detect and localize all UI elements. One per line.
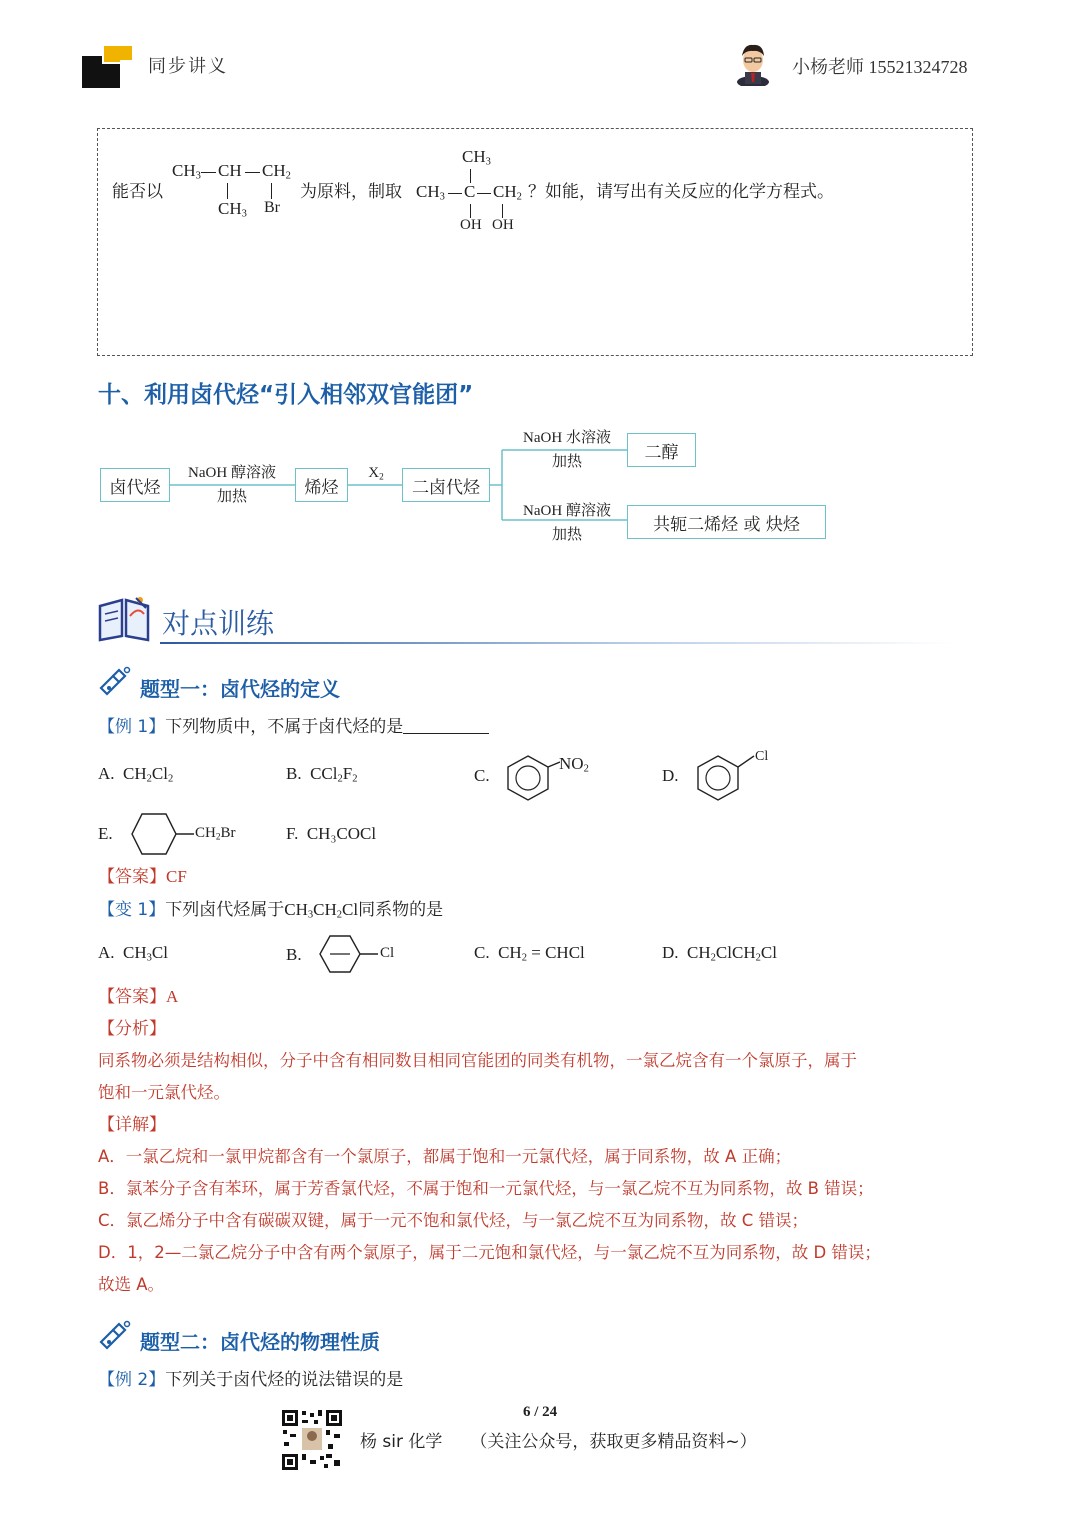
type2-title: 题型二：卤代烃的物理性质: [140, 1330, 380, 1354]
question-middle: 为原料，制取: [300, 182, 402, 202]
nitrobenzene-structure: [504, 752, 560, 804]
practice-divider: [160, 642, 952, 644]
section10-title: 十、利用卤代烃“引入相邻双官能团”: [98, 382, 474, 408]
header-contact: 小杨老师 15521324728: [792, 57, 968, 77]
header-title: 同步讲义: [148, 56, 228, 77]
variant1-question: 【变 1】下列卤代烃属于$CH_3CH_2Cl$同系物的是: [98, 900, 444, 921]
variant1-detail-b: B．氯苯分子含有苯环，属于芳香氯代烃，不属于饱和一元氯代烃，与一氯乙烷不互为同系物，故 B 错误；: [98, 1179, 874, 1198]
flask-icon: [97, 666, 137, 702]
page-number: 6 / 24: [523, 1404, 558, 1420]
type1-title: 题型一：卤代烃的定义: [140, 677, 340, 701]
example1-option-e-letter: E.: [98, 824, 113, 843]
cyclohexane-structure: [130, 812, 196, 856]
variant1-option-a: A. $CH_3Cl$: [98, 943, 168, 964]
qr-code-icon: [280, 1408, 344, 1472]
flow-diagram: [100, 424, 840, 554]
teacher-avatar-icon: [732, 40, 774, 86]
flow-condition-x2: $X_2$: [368, 465, 384, 483]
variant1-option-d: D. $CH_2ClCH_2Cl$: [662, 943, 777, 964]
flow-condition-1: NaOH 醇溶液 加热: [188, 465, 276, 505]
variant1-detail-c: C．氯乙烯分子中含有碳碳双键，属于一元不饱和氯代烃，与一氯乙烷不互为同系物，故 C 错误；: [98, 1211, 809, 1230]
variant1-option-b-letter: B.: [286, 945, 302, 964]
chlorobenzene-structure-b: [318, 934, 380, 976]
chloro-group-label: Cl: [755, 749, 769, 764]
example1-option-f: F. CH₃COCl: [286, 824, 377, 843]
example1-answer: 【答案】CF: [98, 867, 187, 887]
variant1-conclusion: 故选 A。: [98, 1275, 165, 1294]
variant1-analysis-line-2: 饱和一元氯代烃。: [98, 1083, 230, 1102]
example1-option-d-letter: D.: [662, 766, 679, 785]
example1-question: 【例 1】下列物质中，不属于卤代烃的是: [98, 714, 489, 740]
footer-note: （关注公众号，获取更多精品资料~）: [470, 1432, 757, 1452]
variant1-detail-d: D．1，2—二氯乙烷分子中含有两个氯原子，属于二元饱和氯代烃，与一氯乙烷不互为同系物，故 D 错误；: [98, 1243, 881, 1262]
variant1-detail-a: A．一氯乙烷和一氯甲烷都含有一个氯原子，都属于饱和一元氯代烃，属于同系物，故 A 正确；: [98, 1147, 792, 1166]
flow-box-diene-alkyne: 共轭二烯烃 或 炔烃: [627, 505, 826, 539]
variant1-answer: 【答案】A: [98, 987, 179, 1007]
footer-text: [360, 1427, 757, 1452]
answer-blank[interactable]: [403, 715, 489, 734]
variant1-detail-tag: 【详解】: [98, 1115, 166, 1135]
variant1-chloro-label: Cl: [380, 945, 395, 961]
book-icon: [96, 594, 152, 642]
flow-box-diol: 二醇: [627, 433, 696, 467]
question-prefix: 能否以: [112, 182, 163, 202]
bromomethyl-group-label: $CH_2Br$: [195, 825, 236, 843]
variant1-analysis-line-1: 同系物必须是结构相似，分子中含有相同数目相同官能团的同类有机物，一氯乙烷含有一个氯原子，属于: [98, 1051, 857, 1070]
footer-brand: 杨 sir 化学: [360, 1432, 443, 1452]
example1-option-b: B. $CCl_2F_2$: [286, 764, 358, 785]
header: [0, 0, 1080, 110]
variant1-analysis-tag: 【分析】: [98, 1019, 166, 1039]
example2-question: 【例 2】下列关于卤代烃的说法错误的是: [98, 1370, 404, 1390]
flow-condition-upper: NaOH 水溶液 加热: [523, 430, 611, 470]
chlorobenzene-structure: [694, 752, 756, 804]
flow-box-dihaloalkane: 二卤代烃: [402, 468, 490, 502]
nitro-group-label: $NO_2$: [559, 754, 589, 775]
flow-box-alkene: 烯烃: [295, 468, 348, 502]
reactant-structure: $CH_3$ CH $CH_2$ $CH_3$ Br: [172, 161, 291, 220]
example1-option-a: A. $CH_2Cl_2$: [98, 764, 174, 785]
variant1-option-c: C. $CH_2$ = CHCl: [474, 943, 585, 964]
practice-title: 对点训练: [162, 607, 275, 640]
flow-condition-lower: NaOH 醇溶液 加热: [523, 503, 611, 543]
example1-option-c-letter: C.: [474, 766, 490, 785]
question-suffix: ？如能，请写出有关反应的化学方程式。: [528, 182, 834, 202]
product-structure: $CH_3$ $CH_3$ C $CH_2$ OH OH: [416, 147, 522, 233]
flask-icon-2: [97, 1320, 137, 1356]
logo-icon: [80, 42, 136, 90]
question-box: [97, 128, 973, 356]
flow-box-haloalkane: 卤代烃: [100, 468, 170, 502]
